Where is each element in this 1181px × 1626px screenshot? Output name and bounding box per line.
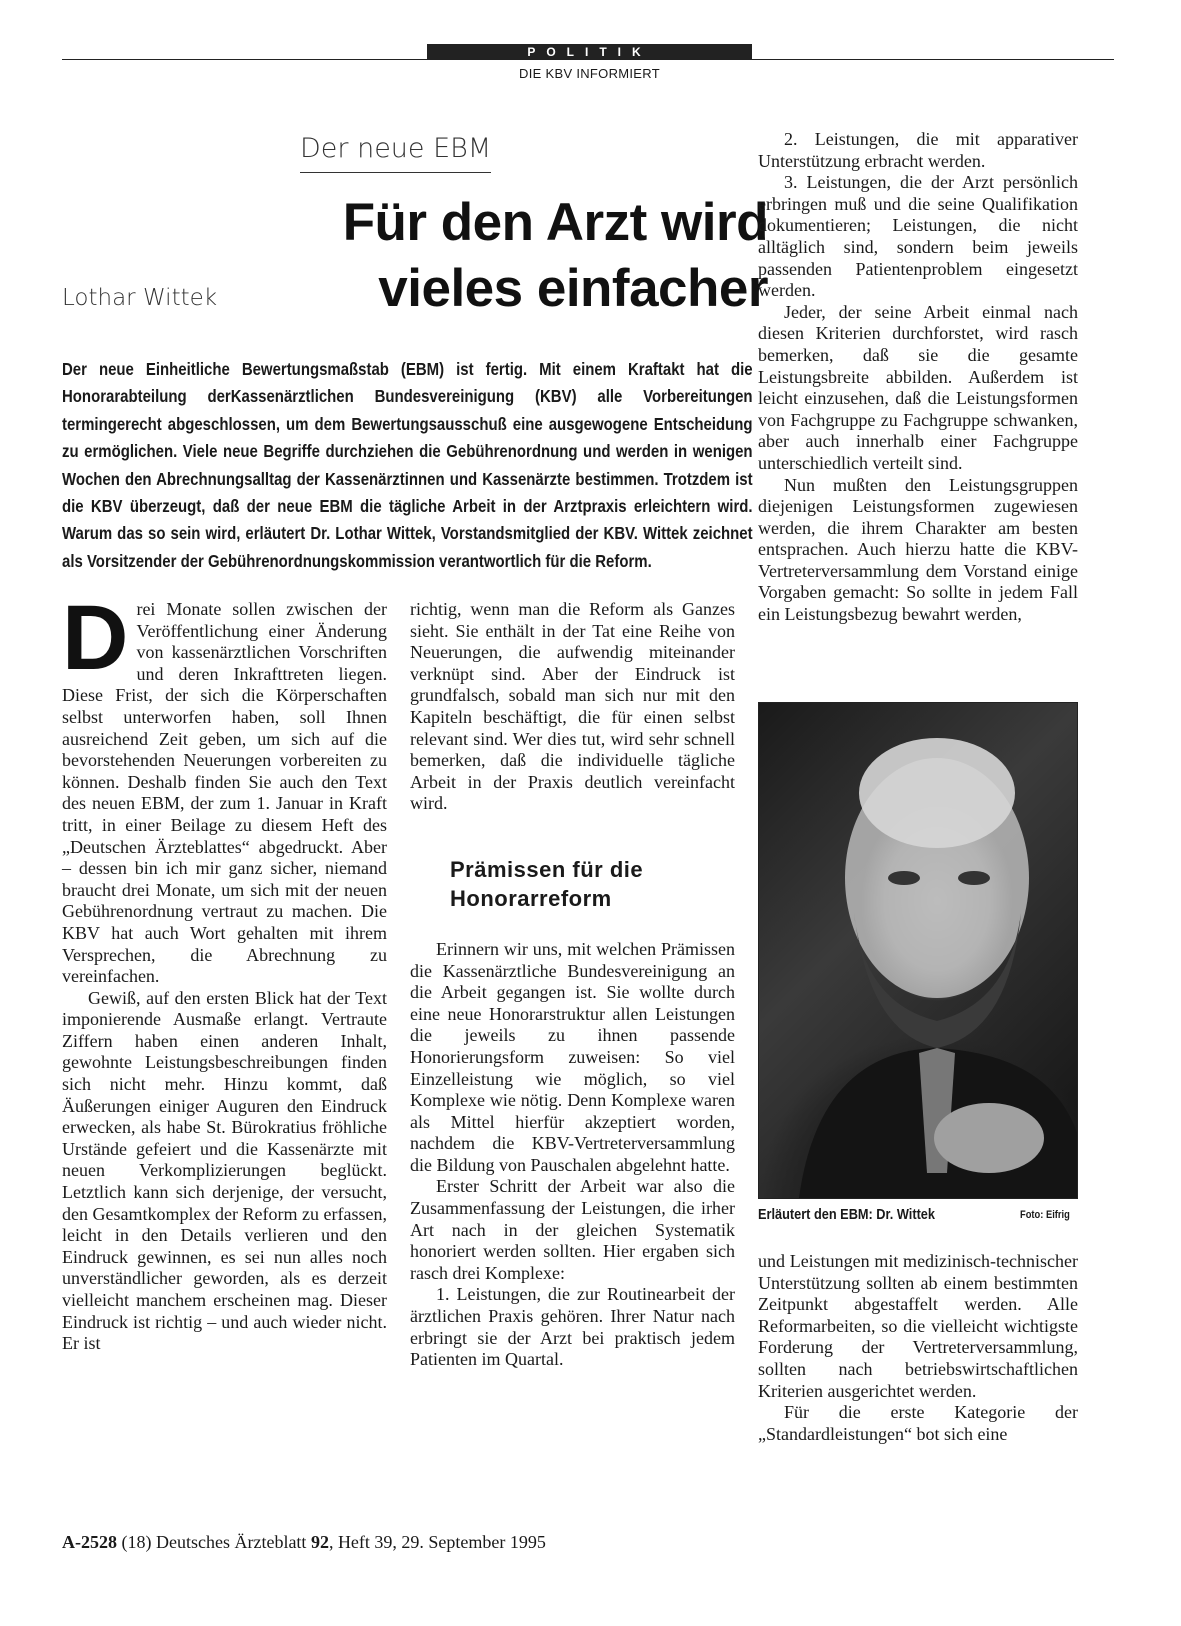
paragraph: Für die erste Kategorie der „Standardleistungen“ bot sich eine	[758, 1402, 1078, 1444]
paragraph: 1. Leistungen, die zur Routinearbeit der ärztlichen Praxis gehören. Ihrer Natur nach erbringt sie der Arzt bei praktisch jedem Patienten im Quartal.	[410, 1284, 735, 1370]
footer-journal: (18) Deutsches Ärzteblatt	[121, 1532, 307, 1552]
photo-credit: Foto: Eifrig	[1020, 1209, 1070, 1221]
paragraph: richtig, wenn man die Reform als Ganzes sieht. Sie enthält in der Tat eine Reihe von Neuerungen, die aufwendig miteinander verknüpt sind. Aber der Eindruck ist grundfalsch, sobald man sich nur mit den Kapiteln beschäftigt, die für einen selbst relevant sind. Wer dies tut, wird sehr schnell bemerken, daß die individuelle tägliche Arbeit in der Praxis deutlich vereinfacht wird.	[410, 599, 735, 814]
drop-cap: D	[62, 587, 129, 689]
photo-caption: Erläutert den EBM: Dr. Wittek	[758, 1206, 935, 1223]
footer-volume: 92	[310, 1532, 329, 1552]
author-photo	[758, 702, 1078, 1199]
paragraph	[62, 587, 387, 988]
page-footer	[62, 1532, 546, 1553]
portrait-illustration	[759, 703, 1077, 1198]
paragraph-text: rei Monate sollen zwischen der Veröffentlichung einer Änderung von kassenärztlichen Vorschriften und deren Inkrafttreten liegen. Diese Frist, der sich die Körperschaften selbst unterworfen haben, soll Ihnen ausreichend Zeit geben, um sich auf die bevorstehenden Neuerungen vorbereiten zu können. Deshalb finden Sie auch den Text des neuen EBM, der zum 1. Januar in Kraft tritt, in einer Beilage zu diesem Heft des „Deutschen Ärzteblattes“ abgedruckt. Aber – dessen bin ich mir ganz sicher, niemand braucht drei Monate, um sich mit der neuen Gebührenordnung vertraut zu machen. Die KBV hat auch Wort gehalten mit ihrem Versprechen, die Abrechnung zu vereinfachen.	[62, 599, 387, 987]
page-number: A-2528	[62, 1532, 117, 1552]
paragraph: Nun mußten den Leistungsgruppen diejenigen Leistungsformen zugewiesen werden, die ihrem Charakter am besten entsprachen. Auch hierzu hatte die KBV-Vertreterversammlung dem Vorstand einige Vorgaben gemacht: So sollte in jedem Fall ein Leistungsbezug bewahrt werden,	[758, 474, 1078, 625]
subheading-line-2: Honorarreform	[450, 885, 612, 911]
section-subheading	[450, 855, 735, 913]
section-label: POLITIK	[427, 44, 752, 60]
text-column-2	[410, 599, 735, 1371]
subsection-label: DIE KBV INFORMIERT	[519, 66, 660, 81]
paragraph: und Leistungen mit medizinisch-technischer Unterstützung sollten ab einem bestimmten Zeitpunkt abgestaffelt werden. Alle Reformarbeiten, so die vielleicht wichtigste Forderung der Vertreterversammlung, sollten nach betriebswirtschaftlichen Kriterien ausgerichtet werden.	[758, 1251, 1078, 1401]
paragraph: Erinnern wir uns, mit welchen Prämissen die Kassenärztliche Bundesvereinigung an die Arbeit gegangen ist. Sie wollte durch eine neue Honorarstruktur allen Leistungen die jeweils zu ihnen passende Honorierungsform zuweisen: So viel Einzelleistung wie möglich, so viel Komplexe wie nötig. Denn Komplexe waren als Mittel hierfür akzeptiert worden, nachdem die KBV-Vertreterversammlung die Bildung von Pauschalen abgelehnt hatte.	[410, 938, 735, 1175]
article-author: Lothar Wittek	[62, 285, 218, 311]
article-kicker: Der neue EBM	[300, 133, 491, 173]
text-column-3	[758, 129, 1078, 626]
headline-line-2: vieles einfacher	[378, 259, 768, 318]
paragraph: Erster Schritt der Arbeit war also die Zusammenfassung der Leistungen, die irher Art nach in der gleichen Systematik honoriert werden sollten. Hier ergaben sich rasch drei Komplexe:	[410, 1176, 735, 1283]
text-column-1	[62, 587, 387, 1355]
paragraph: Jeder, der seine Arbeit einmal nach diesen Kriterien durchforstet, wird rasch bemerken, daß sie die gesamte Leistungsbreite abbilden. Außerdem ist leicht einzusehen, daß die Leistungsformen von Fachgruppe zu Fachgruppe schwanken, aber auch innerhalb einer Fachgruppe unterschiedlich verteilt sind.	[758, 301, 1078, 473]
subheading-line-1: Prämissen für die	[450, 856, 644, 882]
article-headline	[298, 190, 768, 322]
article-lead: Der neue Einheitliche Bewertungsmaßstab (EBM) ist fertig. Mit einem Kraftakt hat die Honorarabteilung derKassenärztlichen Bundesvereinigung (KBV) alle Vorbereitungen termingerecht abgeschlossen, um dem Bewertungsausschuß eine ausgewogene Entscheidung zu ermöglichen. Viele neue Begriffe durchziehen die Gebührenordnung und werden in wenigen Wochen den Abrechnungsalltag der Kassenärztinnen und Kassenärzte bestimmen. Trotzdem ist die KBV überzeugt, daß der neue EBM die tägliche Arbeit in der Arztpraxis erleichtern wird. Warum das so sein wird, erläutert Dr. Lothar Wittek, Vorstandsmitglied der KBV. Wittek zeichnet als Vorsitzender der Gebührenordnungskommission verantwortlich für die Reform.	[62, 359, 753, 571]
paragraph: Gewiß, auf den ersten Blick hat der Text imponierende Ausmaße erlangt. Vertraute Ziffern haben einen anderen Inhalt, gewohnte Leistungsbeschreibungen finden sich nicht mehr. Hinzu kommt, daß Äußerungen einiger Auguren den Eindruck erwecken, als habe St. Bürokratius fröhliche Urstände gefeiert und die Kassenärzte mit neuen Verkomplizierungen beglückt. Letztlich kann sich derjenige, der versucht, den Gesamtkomplex der Reform zu erfassen, leicht in den Details verlieren und den Eindruck gewinnen, es sei nun alles noch unverständlicher geworden, als es derzeit vielleicht manchem erscheinen mag. Dieser Eindruck ist richtig – und auch wieder nicht. Er ist	[62, 987, 387, 1354]
paragraph: 2. Leistungen, die mit apparativer Unterstützung erbracht werden.	[758, 129, 1078, 171]
footer-issue: , Heft 39, 29. September 1995	[328, 1532, 546, 1552]
paragraph: 3. Leistungen, die der Arzt persönlich erbringen muß und die seine Qualifikation dokumentieren; Leistungen, die nicht alltäglich sind, sondern beim jeweils passenden Patientenproblem eingesetzt werden.	[758, 172, 1078, 301]
text-column-3-continued	[758, 1251, 1078, 1445]
headline-line-1: Für den Arzt wird	[342, 193, 768, 252]
